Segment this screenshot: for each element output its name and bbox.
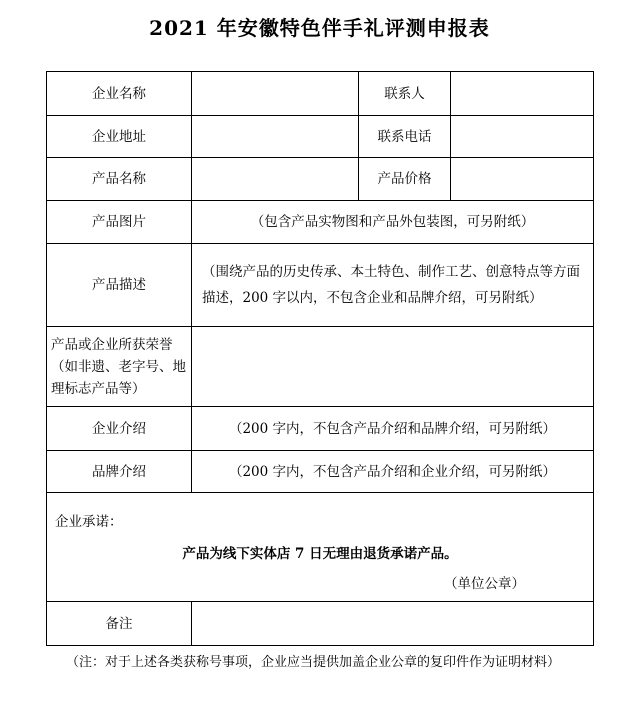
row-product-desc	[47, 244, 594, 327]
product-image-label: 产品图片	[47, 201, 192, 244]
brand-intro-label: 品牌介绍	[47, 451, 192, 493]
product-name-field[interactable]	[192, 158, 359, 201]
product-price-label: 产品价格	[359, 158, 451, 201]
product-name-label: 产品名称	[47, 158, 192, 201]
row-product-name	[47, 158, 594, 201]
company-seal-placeholder: （单位公章）	[444, 576, 525, 592]
form-title: 2021 年安徽特色伴手礼评测申报表	[149, 16, 490, 40]
company-address-field[interactable]	[192, 116, 359, 158]
contact-person-field[interactable]	[451, 72, 594, 116]
application-form-table	[46, 71, 594, 646]
company-intro-label: 企业介绍	[47, 407, 192, 451]
contact-phone-field[interactable]	[451, 116, 594, 158]
commitment-label: 企业承诺：	[55, 514, 123, 530]
honors-label: 产品或企业所获荣誉（如非遗、老字号、地理标志产品等）	[47, 327, 192, 407]
company-name-label: 企业名称	[47, 72, 192, 116]
remarks-field[interactable]	[192, 602, 594, 646]
row-product-image	[47, 201, 594, 244]
row-remarks	[47, 602, 594, 646]
company-address-label: 企业地址	[47, 116, 192, 158]
row-honors	[47, 327, 594, 407]
contact-phone-label: 联系电话	[359, 116, 451, 158]
company-name-field[interactable]	[192, 72, 359, 116]
product-price-field[interactable]	[451, 158, 594, 201]
row-commitment	[47, 493, 594, 602]
product-desc-label: 产品描述	[47, 244, 192, 327]
contact-person-label: 联系人	[359, 72, 451, 116]
row-company-intro	[47, 407, 594, 451]
product-image-field[interactable]: （包含产品实物图和产品外包装图，可另附纸）	[192, 201, 594, 244]
row-company-name	[47, 72, 594, 116]
brand-intro-field[interactable]: （200 字内，不包含产品介绍和企业介绍，可另附纸）	[192, 451, 594, 493]
row-company-address	[47, 116, 594, 158]
company-intro-field[interactable]: （200 字内，不包含产品介绍和品牌介绍，可另附纸）	[192, 407, 594, 451]
row-brand-intro	[47, 451, 594, 493]
commitment-cell	[47, 493, 594, 602]
honors-field[interactable]	[192, 327, 594, 407]
footnote: （注：对于上述各类获称号事项，企业应当提供加盖企业公章的复印件作为证明材料）	[66, 655, 561, 670]
remarks-label: 备注	[47, 602, 192, 646]
product-desc-field[interactable]: （围绕产品的历史传承、本土特色、制作工艺、创意特点等方面描述，200 字以内，不包含企业和品牌介绍，可另附纸）	[192, 244, 594, 327]
commitment-statement: 产品为线下实体店 7 日无理由退货承诺产品。	[182, 546, 458, 562]
